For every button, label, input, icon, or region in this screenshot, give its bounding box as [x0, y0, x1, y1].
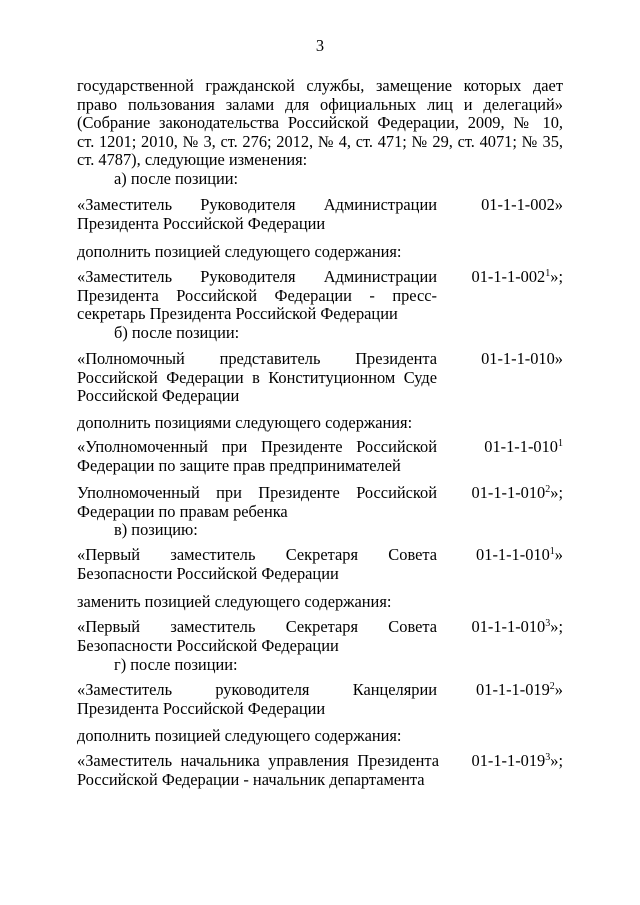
position-entry	[77, 681, 563, 718]
position-title	[77, 618, 437, 655]
subitem-label: б) после позиции:	[114, 323, 240, 342]
position-line: Безопасности Российской Федерации	[77, 563, 339, 583]
position-title	[77, 350, 437, 406]
position-line: секретарь Президента Российской Федерации	[77, 304, 398, 324]
position-line: «Заместитель начальника управления Президента	[77, 751, 439, 770]
position-entry	[77, 350, 563, 406]
instruction-text: дополнить позицией следующего содержания:	[77, 726, 402, 745]
instruction-text: заменить позицией следующего содержания:	[77, 592, 392, 611]
intro-line: ст. 1201; 2010, № 3, ст. 276; 2012, № 4, ст. 471; № 29, ст. 4071; № 35,	[77, 131, 563, 151]
instruction-text: дополнить позицией следующего содержания:	[77, 242, 402, 261]
page-number: 3	[315, 36, 325, 55]
position-code: $01-1-1-010^2$»;	[471, 483, 563, 502]
position-line: Безопасности Российской Федерации	[77, 635, 339, 655]
position-code: $01-1-1-010^1$	[484, 437, 563, 456]
position-code: $01-1-1-010^1$»	[476, 545, 563, 564]
position-code: $01-1-1-019^2$»	[476, 680, 563, 699]
position-entry	[77, 618, 563, 655]
position-line: «Заместитель Руководителя Администрации	[77, 267, 437, 286]
position-line: Российской Федерации в Конституционном Суде	[77, 367, 437, 387]
instruction-text: дополнить позициями следующего содержания:	[77, 413, 413, 432]
position-code: 01-1-1-002»	[481, 195, 563, 214]
position-line: «Заместитель руководителя Канцелярии	[77, 680, 437, 699]
subitem-label: г) после позиции:	[114, 655, 238, 674]
subitem-label: а) после позиции:	[114, 169, 239, 188]
position-code: 01-1-1-010»	[481, 349, 563, 368]
position-entry	[77, 484, 563, 521]
position-line: «Первый заместитель Секретаря Совета	[77, 617, 437, 636]
intro-line: (Собрание законодательства Российской Федерации, 2009, № 10,	[77, 113, 563, 133]
position-code: $01-1-1-010^3$»;	[471, 617, 563, 636]
position-line: Президента Российской Федерации - пресс-	[77, 285, 437, 305]
position-code: $01-1-1-002^1$»;	[471, 267, 563, 286]
position-entry	[77, 268, 563, 324]
position-line: Российской Федерации - начальник департамента	[77, 769, 425, 789]
position-line: «Заместитель Руководителя Администрации	[77, 195, 437, 214]
intro-line: право пользования залами для официальных лиц и делегаций»	[77, 94, 563, 114]
position-title	[77, 268, 437, 324]
intro-line: ст. 4787), следующие изменения:	[77, 150, 308, 170]
position-entry	[77, 438, 563, 475]
position-entry	[77, 546, 563, 583]
subitem-label: в) позицию:	[114, 520, 198, 539]
intro-paragraph	[77, 77, 563, 170]
position-code: $01-1-1-019^3$»;	[471, 751, 563, 770]
position-title	[77, 546, 437, 583]
position-line: Президента Российской Федерации	[77, 213, 326, 233]
position-title	[77, 196, 437, 233]
position-entry	[77, 752, 563, 789]
position-line: Президента Российской Федерации	[77, 698, 326, 718]
position-line: Федерации по защите прав предпринимателей	[77, 455, 401, 475]
intro-line: государственной гражданской службы, замещение которых дает	[77, 76, 563, 95]
position-line: «Уполномоченный при Президенте Российской	[77, 437, 437, 456]
position-line: «Полномочный представитель Президента	[77, 349, 437, 368]
position-line: Уполномоченный при Президенте Российской	[77, 483, 437, 502]
position-title	[77, 681, 437, 718]
position-line: Российской Федерации	[77, 386, 240, 406]
position-title	[77, 752, 439, 789]
position-entry	[77, 196, 563, 233]
position-line: «Первый заместитель Секретаря Совета	[77, 545, 437, 564]
position-title	[77, 484, 437, 521]
position-title	[77, 438, 437, 475]
position-line: Федерации по правам ребенка	[77, 501, 288, 521]
